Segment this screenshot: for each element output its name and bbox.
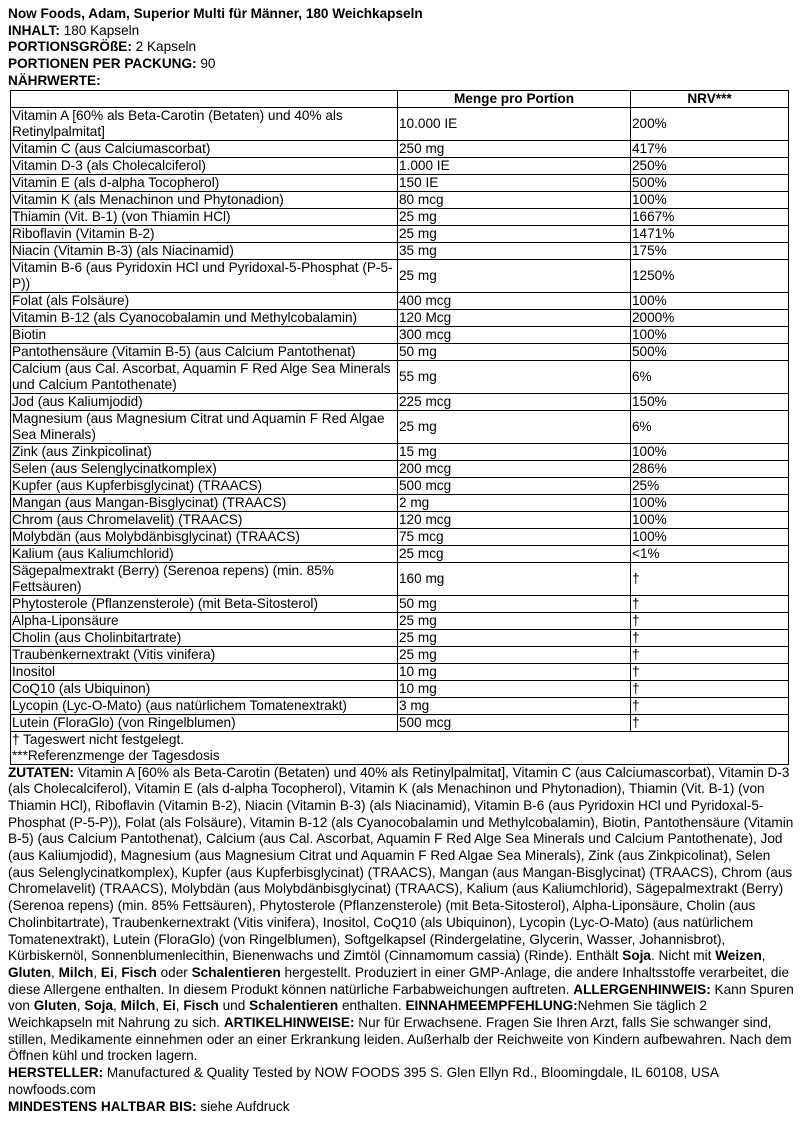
nutrient-nrv: 100% <box>631 191 789 208</box>
nutrient-amount: 10 mg <box>398 663 631 680</box>
nutrient-nrv: 100% <box>631 511 789 528</box>
table-row <box>11 460 789 477</box>
nutrient-amount: 25 mg <box>398 259 631 292</box>
nutrient-amount: 225 mcg <box>398 393 631 410</box>
table-row <box>11 157 789 174</box>
table-row <box>11 595 789 612</box>
manufacturer-paragraph: HERSTELLER: Manufactured & Quality Tested by NOW FOODS 395 S. Glen Ellyn Rd., Bloomingdale, IL 60108, USA nowfoods.com <box>8 1065 719 1097</box>
nutrient-amount: 25 mg <box>398 612 631 629</box>
nutrient-nrv: 500% <box>631 174 789 191</box>
nutrient-name: Vitamin D-3 (als Cholecalciferol) <box>11 157 398 174</box>
nutrient-nrv: 200% <box>631 107 789 140</box>
portionsgroesse-line: PORTIONSGRÖßE: 2 Kapseln <box>8 39 197 55</box>
table-row <box>11 477 789 494</box>
nutrient-amount: 10 mg <box>398 680 631 697</box>
nutrient-nrv: 25% <box>631 477 789 494</box>
nutrient-name: Magnesium (aus Magnesium Citrat und Aquamin F Red Algae Sea Minerals) <box>11 410 398 443</box>
nutrient-nrv: 500% <box>631 343 789 360</box>
nutrient-name: Biotin <box>11 326 398 343</box>
table-row <box>11 545 789 562</box>
nutrient-name: Traubenkernextrakt (Vitis vinifera) <box>11 646 398 663</box>
nutrient-nrv: 1471% <box>631 225 789 242</box>
table-row <box>11 663 789 680</box>
table-row <box>11 410 789 443</box>
nutrient-amount: 2 mg <box>398 494 631 511</box>
einnahme-label: EINNAHMEEMPFEHLUNG: <box>405 998 578 1014</box>
table-footnotes <box>11 731 789 764</box>
nutrient-name: Cholin (aus Cholinbitartrate) <box>11 629 398 646</box>
nutrient-name: Molybdän (aus Molybdänbisglycinat) (TRAACS) <box>11 528 398 545</box>
table-row <box>11 697 789 714</box>
nutrient-name: Lutein (FloraGlo) (von Ringelblumen) <box>11 714 398 731</box>
nutrient-name: Niacin (Vitamin B-3) (als Niacinamid) <box>11 242 398 259</box>
nutrient-nrv: 1667% <box>631 208 789 225</box>
table-row <box>11 174 789 191</box>
nutrient-nrv: 286% <box>631 460 789 477</box>
nutrient-name: Vitamin B-12 (als Cyanocobalamin und Methylcobalamin) <box>11 309 398 326</box>
nutrient-amount: 500 mcg <box>398 477 631 494</box>
table-row <box>11 242 789 259</box>
nutrition-table-body <box>11 107 789 731</box>
nutrient-amount: 10.000 IE <box>398 107 631 140</box>
nutrient-nrv: † <box>631 595 789 612</box>
table-row <box>11 225 789 242</box>
nutrient-amount: 25 mg <box>398 410 631 443</box>
nutrient-amount: 150 IE <box>398 174 631 191</box>
nutrient-name: Calcium (aus Cal. Ascorbat, Aquamin F Red Alge Sea Minerals und Calcium Pantothenate) <box>11 360 398 393</box>
nutrient-nrv: 6% <box>631 360 789 393</box>
nutrient-name: Pantothensäure (Vitamin B-5) (aus Calcium Pantothenat) <box>11 343 398 360</box>
nutrient-amount: 300 mcg <box>398 326 631 343</box>
nutrient-amount: 15 mg <box>398 443 631 460</box>
table-row <box>11 562 789 595</box>
nutrient-amount: 250 mg <box>398 140 631 157</box>
table-row <box>11 393 789 410</box>
nutrient-nrv: † <box>631 697 789 714</box>
inhalt-line: INHALT: 180 Kapseln <box>8 22 140 38</box>
table-row <box>11 511 789 528</box>
column-header-nrv: NRV*** <box>631 90 789 107</box>
nutrient-name: Sägepalmextrakt (Berry) (Serenoa repens) (min. 85% Fettsäuren) <box>11 562 398 595</box>
portionen-line: PORTIONEN PER PACKUNG: 90 <box>8 56 216 72</box>
nutrient-nrv: 250% <box>631 157 789 174</box>
nutrient-name: Folat (als Folsäure) <box>11 292 398 309</box>
nutrient-nrv: 150% <box>631 393 789 410</box>
nutrient-name: Alpha-Liponsäure <box>11 612 398 629</box>
nutrient-name: Vitamin K (als Menachinon und Phytonadion) <box>11 191 398 208</box>
nutrient-amount: 120 mcg <box>398 511 631 528</box>
nutrient-nrv: 1250% <box>631 259 789 292</box>
nutrient-nrv: 100% <box>631 292 789 309</box>
nutrient-nrv: † <box>631 714 789 731</box>
nutrient-amount: 50 mg <box>398 595 631 612</box>
nutrient-nrv: 6% <box>631 410 789 443</box>
nutrient-amount: 80 mcg <box>398 191 631 208</box>
column-header-name <box>11 90 398 107</box>
product-title: Now Foods, Adam, Superior Multi für Männer, 180 Weichkapseln <box>8 6 423 21</box>
nutrient-name: Vitamin B-6 (aus Pyridoxin HCl und Pyridoxal-5-Phosphat (P-5-P)) <box>11 259 398 292</box>
table-row <box>11 714 789 731</box>
column-header-amount: Menge pro Portion <box>398 90 631 107</box>
nutrient-nrv: 100% <box>631 494 789 511</box>
nutrient-name: Inositol <box>11 663 398 680</box>
footnote-nrv: ***Referenzmenge der Tagesdosis <box>12 747 220 763</box>
nutrient-amount: 200 mcg <box>398 460 631 477</box>
nutrient-amount: 75 mcg <box>398 528 631 545</box>
nutrient-name: Lycopin (Lyc-O-Mato) (aus natürlichem Tomatenextrakt) <box>11 697 398 714</box>
table-row <box>11 646 789 663</box>
nutrition-table <box>10 90 789 765</box>
nutrient-name: Selen (aus Selenglycinatkomplex) <box>11 460 398 477</box>
nutrient-name: Zink (aus Zinkpicolinat) <box>11 443 398 460</box>
nutrient-name: Phytosterole (Pflanzensterole) (mit Beta-Sitosterol) <box>11 595 398 612</box>
table-row <box>11 208 789 225</box>
nutrient-amount: 50 mg <box>398 343 631 360</box>
allergen-label: ALLERGENHINWEIS: <box>573 981 711 997</box>
table-row <box>11 612 789 629</box>
nutrient-amount: 55 mg <box>398 360 631 393</box>
nutrient-nrv: † <box>631 680 789 697</box>
table-row <box>11 292 789 309</box>
nutrient-name: CoQ10 (als Ubiquinon) <box>11 680 398 697</box>
table-row <box>11 343 789 360</box>
artikel-label: ARTIKELHINWEISE: <box>223 1015 355 1031</box>
nutrient-amount: 400 mcg <box>398 292 631 309</box>
table-row <box>11 360 789 393</box>
nutrient-nrv: <1% <box>631 545 789 562</box>
nutrient-amount: 25 mcg <box>398 545 631 562</box>
footnote-dagger: † Tageswert nicht festgelegt. <box>12 731 185 747</box>
ingredients-paragraph: ZUTATEN: Vitamin A [60% als Beta-Carotin (Betaten) und 40% als Retinylpalmitat], Vitamin C (aus Calciumascorbat), Vitamin D-3 (als Cholecalciferol), Vitamin E (als d-alpha Tocopherol), Vitamin K (als Menachinon und Phytonadion), Thiamin (Vit. B-1) (von Thiamin HCl), Riboflavin (Vitamin B-2), Niacin (Vitamin B-3) (als Niacinamid), Vitamin B-6 (aus Pyridoxin HCl und Pyridoxal-5-Phosphat (P-5-P)), Folat (als Folsäure), Vitamin B-12 (als Cyanocobalamin und Methylcobalamin), Biotin, Pantothensäure (Vitamin B-5) (aus Calcium Pantothenat), Calcium (aus Cal. Ascorbat, Aquamin F Red Alge Sea Minerals und Calcium Pantothenate), Jod (aus Kaliumjodid), Magnesium (aus Magnesium Citrat und Aquamin F Red Algae Sea Minerals), Zink (aus Zinkpicolinat), Selen (aus Selenglycinatkomplex), Kupfer (aus Kupferbisglycinat) (TRAACS), Mangan (aus Mangan-Bisglycinat) (TRAACS), Chrom (aus Chromelavelit) (TRAACS), Molybdän (aus Molybdänbisglycinat) (TRAACS), Kalium (aus Kaliumchlorid), Sägepalmextrakt (Berry) (Serenoa repens) (min. 85% Fettsäuren), Phytosterole (Pflanzensterole) (mit Beta-Sitosterol), Alpha-Liponsäure, Cholin (aus Cholinbitartrate), Traubenkernextrakt (Vitis vinifera), Inositol, CoQ10 (als Ubiquinon), Lycopin (Lyc-O-Mato) (aus natürlichem Tomatenextrakt), Lutein (FloraGlo) (von Ringelblumen), Softgelkapsel (Rindergelatine, Glycerin, Wasser, Johannisbrot), Kürbiskernöl, Sonnenblumenlecithin, Bienenwachs und Zimtöl (Cinnamomum cassia) (Rinde). Enthält Soja. Nicht mit Weizen, Gluten, Milch, Ei, Fisch oder Schalentieren hergestellt. Produziert in einer GMP-Anlage, die andere Inhaltsstoffe verarbeitet, die diese Allergene enthalten. In diesem Produkt können natürliche Farbabweichungen auftreten. ALLERGENHINWEIS: Kann Spuren von Gluten, Soja, Milch, Ei, Fisch und Schalentieren enthalten. EINNAHMEEMPFEHLUNG:Nehmen Sie täglich 2 Weichkapseln mit Nahrung zu sich. ARTIKELHINWEISE: Nur für Erwachsene. Fragen Sie Ihren Arzt, falls Sie schwanger sind, stillen, Medikamente einnehmen oder an einer Erkrankung leiden. Außerhalb der Reichweite von Kindern aufbewahren. Nach dem Öffnen kühl und trocken lagern. <box>8 764 794 1064</box>
nutrient-name: Riboflavin (Vitamin B-2) <box>11 225 398 242</box>
nutrient-nrv: † <box>631 646 789 663</box>
table-row <box>11 107 789 140</box>
nutrient-amount: 25 mg <box>398 629 631 646</box>
table-row <box>11 259 789 292</box>
nutrient-name: Mangan (aus Mangan-Bisglycinat) (TRAACS) <box>11 494 398 511</box>
best-before-paragraph: MINDESTENS HALTBAR BIS: siehe Aufdruck <box>8 1098 290 1114</box>
nutrient-amount: 120 Mcg <box>398 309 631 326</box>
table-row <box>11 191 789 208</box>
nutrient-nrv: 100% <box>631 528 789 545</box>
nutrient-amount: 160 mg <box>398 562 631 595</box>
nutrient-nrv: † <box>631 663 789 680</box>
nutrient-nrv: 2000% <box>631 309 789 326</box>
nutrient-name: Kupfer (aus Kupferbisglycinat) (TRAACS) <box>11 477 398 494</box>
table-row <box>11 309 789 326</box>
table-row <box>11 629 789 646</box>
nutrient-name: Jod (aus Kaliumjodid) <box>11 393 398 410</box>
product-sheet <box>8 6 794 1115</box>
nutrient-nrv: 417% <box>631 140 789 157</box>
nutrient-amount: 25 mg <box>398 208 631 225</box>
nutrient-nrv: 175% <box>631 242 789 259</box>
nutrient-nrv: † <box>631 629 789 646</box>
nutrient-name: Vitamin E (als d-alpha Tocopherol) <box>11 174 398 191</box>
nutrient-amount: 1.000 IE <box>398 157 631 174</box>
nutrient-nrv: † <box>631 562 789 595</box>
table-footnotes-row <box>11 731 789 764</box>
nutrient-name: Vitamin C (aus Calciumascorbat) <box>11 140 398 157</box>
nutrient-name: Chrom (aus Chromelavelit) (TRAACS) <box>11 511 398 528</box>
table-row <box>11 140 789 157</box>
table-header-row <box>11 90 789 107</box>
nutrient-nrv: 100% <box>631 443 789 460</box>
nutrient-amount: 500 mcg <box>398 714 631 731</box>
naehrwerte-heading: NÄHRWERTE: <box>8 72 101 88</box>
table-row <box>11 494 789 511</box>
nutrient-name: Thiamin (Vit. B-1) (von Thiamin HCl) <box>11 208 398 225</box>
table-row <box>11 443 789 460</box>
table-row <box>11 326 789 343</box>
nutrient-name: Kalium (aus Kaliumchlorid) <box>11 545 398 562</box>
table-row <box>11 680 789 697</box>
nutrient-nrv: 100% <box>631 326 789 343</box>
table-row <box>11 528 789 545</box>
nutrient-amount: 25 mg <box>398 225 631 242</box>
nutrient-amount: 35 mg <box>398 242 631 259</box>
nutrient-nrv: † <box>631 612 789 629</box>
nutrient-amount: 3 mg <box>398 697 631 714</box>
nutrient-amount: 25 mg <box>398 646 631 663</box>
nutrient-name: Vitamin A [60% als Beta-Carotin (Betaten) und 40% als Retinylpalmitat] <box>11 107 398 140</box>
